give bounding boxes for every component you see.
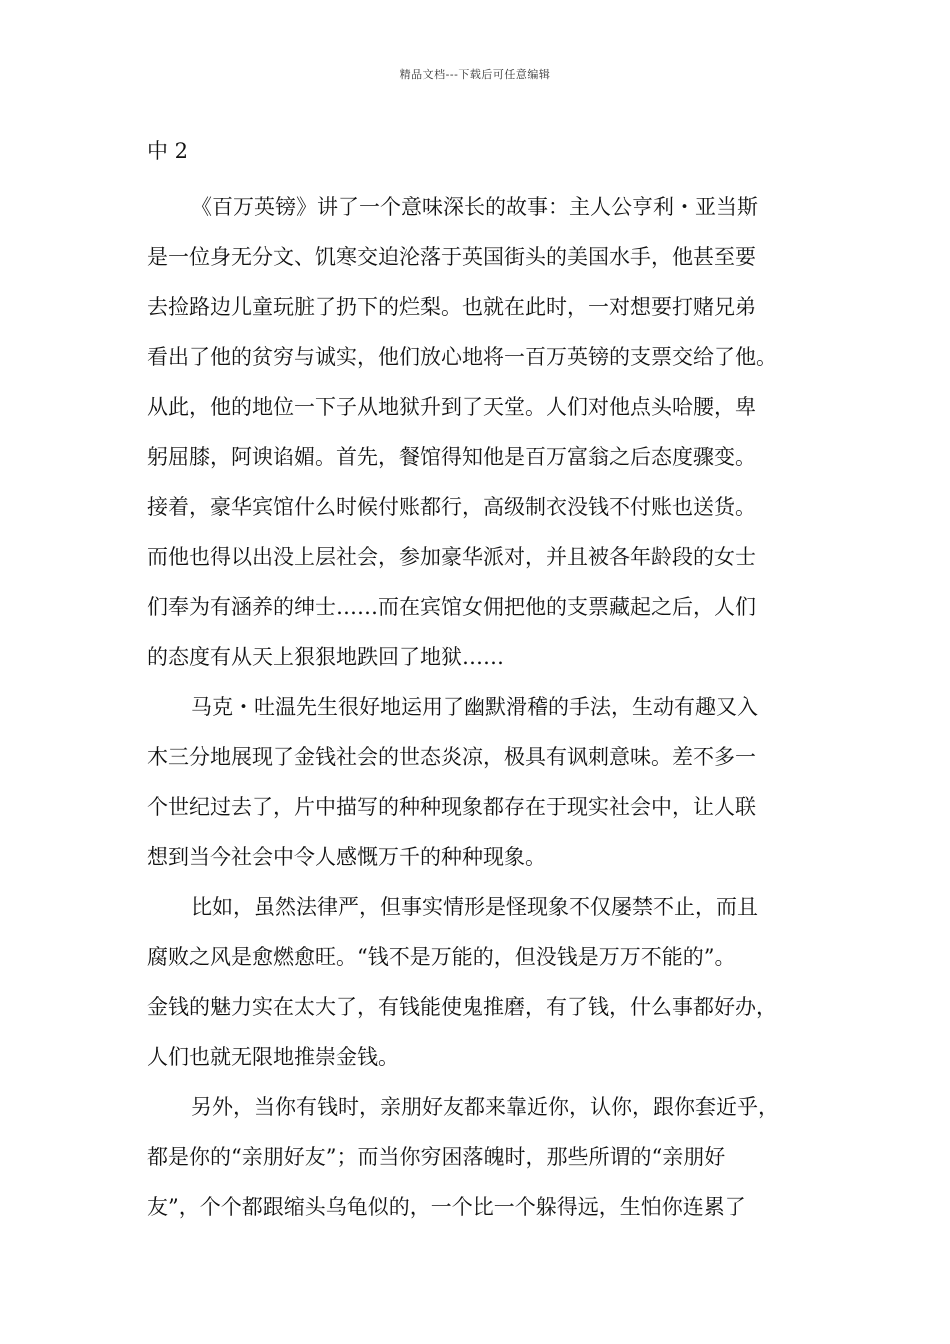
paragraph-line: 《百万英镑》讲了一个意味深长的故事：主人公亨利・亚当斯: [191, 195, 758, 219]
paragraph-line: 的态度有从天上狠狠地跌回了地狱……: [147, 645, 504, 669]
page-header-note: 精品文档---下载后可任意编辑: [399, 68, 551, 81]
paragraph-line: 比如，虽然法律严，但事实情形是怪现象不仅屡禁不止，而且: [191, 895, 758, 919]
paragraph-line: 躬屈膝，阿谀谄媚。首先，餐馆得知他是百万富翁之后态度骤变。: [147, 445, 756, 469]
paragraph-line: 想到当今社会中令人感慨万千的种种现象。: [147, 845, 546, 869]
paragraph-line: 木三分地展现了金钱社会的世态炎凉，极具有讽刺意味。差不多一: [147, 745, 756, 769]
paragraph-line: 去捡路边儿童玩脏了扔下的烂梨。也就在此时，一对想要打赌兄弟: [147, 295, 756, 319]
paragraph-line: 接着，豪华宾馆什么时候付账都行，高级制衣没钱不付账也送货。: [147, 495, 756, 519]
paragraph-3: [147, 882, 807, 1082]
paragraph-1: [147, 182, 807, 682]
document-body: [147, 132, 807, 1232]
paragraph-line: 个世纪过去了，片中描写的种种现象都存在于现实社会中，让人联: [147, 795, 756, 819]
paragraph-line: 人们也就无限地推崇金钱。: [147, 1045, 399, 1069]
paragraph-line: 友”，个个都跟缩头乌龟似的，一个比一个躲得远，生怕你连累了: [147, 1195, 746, 1219]
paragraph-line: 金钱的魅力实在太大了，有钱能使鬼推磨，有了钱，什么事都好办，: [147, 995, 777, 1019]
paragraph-line: 腐败之风是愈燃愈旺。“钱不是万能的，但没钱是万万不能的”。: [147, 945, 736, 969]
paragraph-2: [147, 682, 807, 882]
paragraph-line: 马克・吐温先生很好地运用了幽默滑稽的手法，生动有趣又入: [191, 695, 758, 719]
paragraph-line: 看出了他的贫穷与诚实，他们放心地将一百万英镑的支票交给了他。: [147, 345, 777, 369]
paragraph-line: 都是你的“亲朋好友”；而当你穷困落魄时，那些所谓的“亲朋好: [147, 1145, 726, 1169]
paragraph-line: 们奉为有涵养的绅士……而在宾馆女佣把他的支票藏起之后，人们: [147, 595, 756, 619]
paragraph-line: 另外，当你有钱时，亲朋好友都来靠近你，认你，跟你套近乎，: [191, 1095, 779, 1119]
section-heading: 中 2: [147, 139, 189, 163]
paragraph-line: 是一位身无分文、饥寒交迫沦落于英国街头的美国水手，他甚至要: [147, 245, 756, 269]
paragraph-line: 而他也得以出没上层社会，参加豪华派对，并且被各年龄段的女士: [147, 545, 756, 569]
paragraph-4: [147, 1082, 807, 1232]
paragraph-line: 从此，他的地位一下子从地狱升到了天堂。人们对他点头哈腰，卑: [147, 395, 756, 419]
